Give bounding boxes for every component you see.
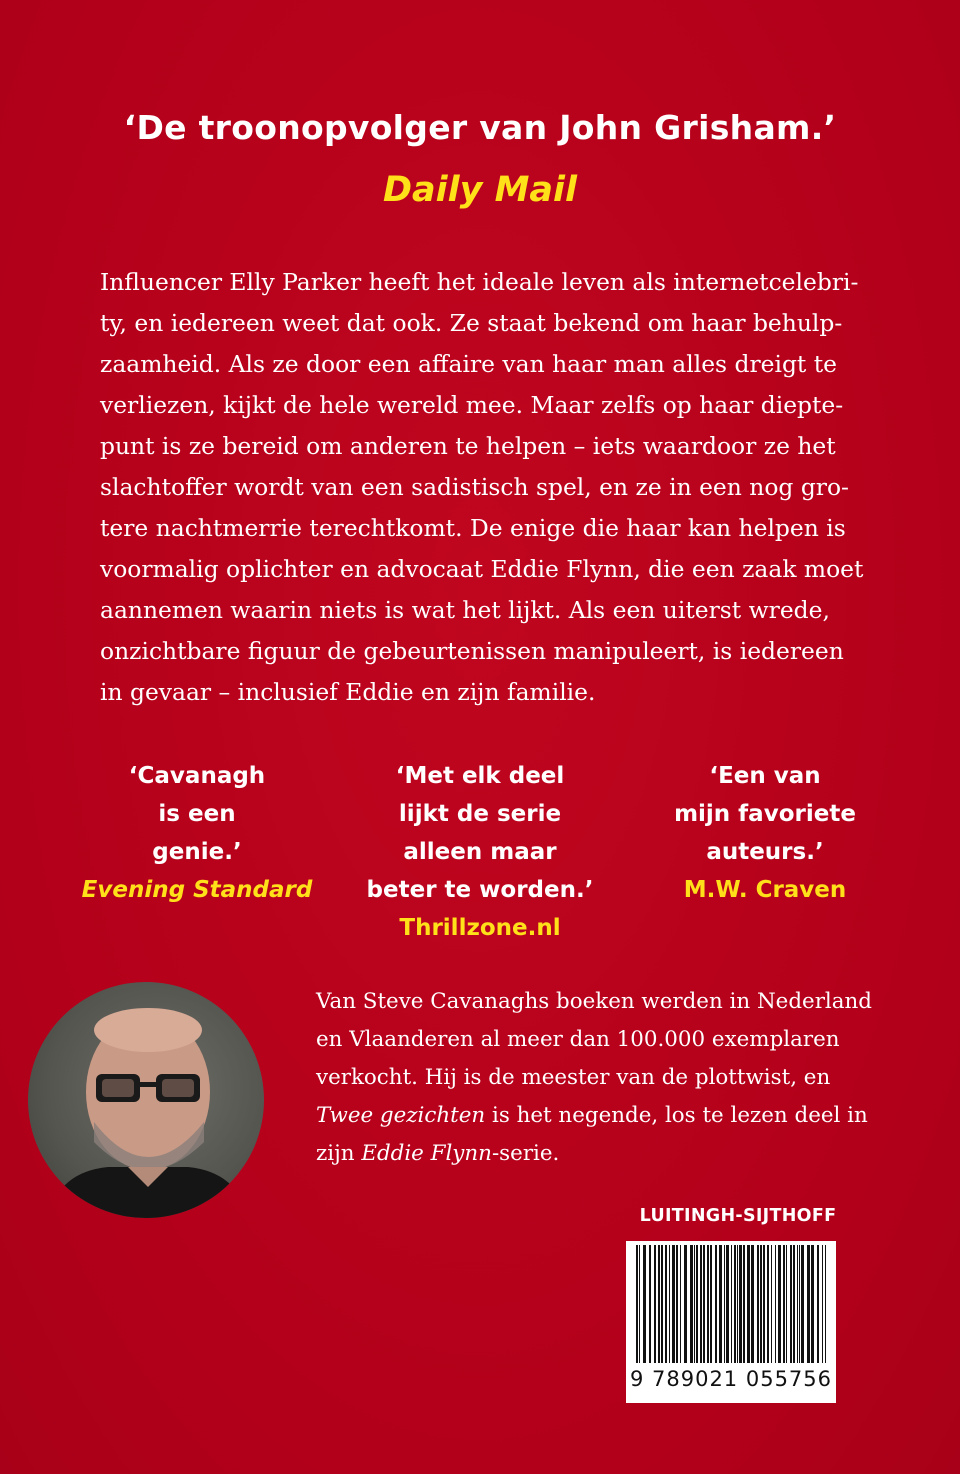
barcode-bar bbox=[636, 1245, 638, 1363]
blurb-line: tere nachtmerrie terechtkomt. De enige die haar kan helpen is bbox=[100, 514, 846, 542]
barcode-bar bbox=[680, 1245, 681, 1363]
blurb-line: onzichtbare figuur de gebeurtenissen manipuleert, is iedereen bbox=[100, 637, 844, 665]
barcode-bar bbox=[811, 1245, 814, 1363]
author-photo bbox=[28, 982, 264, 1218]
barcode-bar bbox=[661, 1245, 663, 1363]
bio-line bbox=[316, 1097, 868, 1135]
bio-line: Van Steve Cavanaghs boeken werden in Nederland bbox=[316, 989, 872, 1014]
barcode-bar bbox=[715, 1245, 717, 1363]
blurb-line: Influencer Elly Parker heeft het ideale leven als internetcelebri- bbox=[100, 268, 859, 296]
bio-line bbox=[316, 1135, 862, 1173]
blurb-line: punt is ze bereid om anderen te helpen – iets waardoor ze het bbox=[100, 432, 836, 460]
barcode-bar bbox=[790, 1245, 792, 1363]
author-bio bbox=[316, 983, 872, 1173]
review-quote-line: ‘Een van bbox=[709, 763, 821, 789]
barcode-bar bbox=[665, 1245, 667, 1363]
review-quote-line: alleen maar bbox=[403, 839, 557, 865]
review-quote-source: Thrillzone.nl bbox=[399, 915, 561, 941]
barcode-bar bbox=[654, 1245, 656, 1363]
barcode-bar bbox=[801, 1245, 804, 1363]
barcode-bar bbox=[797, 1245, 798, 1363]
barcode-bar bbox=[778, 1245, 781, 1363]
barcode-bar bbox=[822, 1245, 823, 1363]
blurb-line: ty, en iedereen weet dat ook. Ze staat bekend om haar behulp- bbox=[100, 309, 843, 337]
review-quote-3 bbox=[640, 757, 890, 909]
bio-line-text: is het negende, los te lezen deel in bbox=[485, 1103, 868, 1128]
barcode-bar bbox=[649, 1245, 651, 1363]
barcode-bar bbox=[743, 1245, 745, 1363]
blurb-line: verliezen, kijkt de hele wereld mee. Maar zelfs op haar diepte- bbox=[100, 391, 844, 419]
review-quote-line: is een bbox=[158, 801, 236, 827]
barcode-bar bbox=[775, 1245, 776, 1363]
review-quote-source: Evening Standard bbox=[81, 877, 313, 903]
headline-quote-source: Daily Mail bbox=[382, 170, 578, 210]
barcode-bar bbox=[747, 1245, 750, 1363]
barcode-bar bbox=[783, 1245, 785, 1363]
review-quote-source: M.W. Craven bbox=[683, 877, 847, 903]
barcode-bar bbox=[763, 1245, 765, 1363]
bio-line: verkocht. Hij is de meester van de plottwist, en bbox=[316, 1065, 831, 1090]
bio-line-text: zijn bbox=[316, 1141, 362, 1166]
barcode-bar bbox=[757, 1245, 759, 1363]
barcode-bar bbox=[707, 1245, 709, 1363]
review-quote-line: mijn favoriete bbox=[674, 801, 856, 827]
barcode-bar bbox=[786, 1245, 787, 1363]
barcode-bar bbox=[700, 1245, 702, 1363]
author-portrait-illustration bbox=[28, 982, 264, 1218]
barcode-bar bbox=[807, 1245, 810, 1363]
bio-line: en Vlaanderen al meer dan 100.000 exemplaren bbox=[316, 1027, 840, 1052]
series-title: Eddie Flynn bbox=[361, 1141, 492, 1166]
blurb-line: in gevaar – inclusief Eddie en zijn familie. bbox=[100, 678, 596, 706]
barcode-bar bbox=[751, 1245, 754, 1363]
barcode-bar bbox=[760, 1245, 762, 1363]
barcode-bar bbox=[726, 1245, 729, 1363]
barcode-bar bbox=[676, 1245, 678, 1363]
barcode-bar bbox=[825, 1245, 826, 1363]
review-quote-line: lijkt de serie bbox=[398, 801, 562, 827]
blurb-line: aannemen waarin niets is wat het lijkt. Als een uiterst wrede, bbox=[100, 596, 830, 624]
barcode-bar bbox=[737, 1245, 738, 1363]
blurb-line: zaamheid. Als ze door een affaire van haar man alles dreigt te bbox=[100, 350, 837, 378]
review-quote-line: beter te worden.’ bbox=[366, 877, 594, 903]
publisher-name: LUITINGH-SIJTHOFF bbox=[639, 1206, 837, 1226]
bio-line-text: -serie. bbox=[491, 1141, 560, 1166]
isbn-barcode bbox=[626, 1241, 836, 1403]
isbn-digits: 9 789021 055756 bbox=[629, 1367, 833, 1391]
review-quote-line: ‘Cavanagh bbox=[128, 763, 266, 789]
barcode-bars bbox=[626, 1241, 836, 1367]
barcode-bar bbox=[658, 1245, 660, 1363]
barcode-bar bbox=[719, 1245, 722, 1363]
book-title: Twee gezichten bbox=[316, 1103, 486, 1128]
barcode-bar bbox=[734, 1245, 736, 1363]
review-quote-line: genie.’ bbox=[152, 839, 242, 865]
barcode-bar bbox=[731, 1245, 732, 1363]
blurb-line: slachtoffer wordt van een sadistisch spel, en ze in een nog gro- bbox=[100, 473, 849, 501]
barcode-bar bbox=[690, 1245, 693, 1363]
barcode-bar bbox=[639, 1245, 640, 1363]
barcode-bar bbox=[793, 1245, 795, 1363]
barcode-bar bbox=[684, 1245, 687, 1363]
barcode-bar bbox=[739, 1245, 742, 1363]
headline-quote: ‘De troonopvolger van John Grisham.’ bbox=[123, 108, 837, 147]
barcode-bar bbox=[643, 1245, 646, 1363]
blurb-text bbox=[100, 262, 862, 713]
barcode-bar bbox=[771, 1245, 772, 1363]
barcode-bar bbox=[710, 1245, 712, 1363]
barcode-bar bbox=[767, 1245, 769, 1363]
barcode-bar bbox=[672, 1245, 675, 1363]
barcode-bar bbox=[724, 1245, 725, 1363]
barcode-bar bbox=[703, 1245, 705, 1363]
review-quote-line: auteurs.’ bbox=[706, 839, 824, 865]
barcode-bar bbox=[669, 1245, 670, 1363]
barcode-bar bbox=[696, 1245, 698, 1363]
blurb-line: voormalig oplichter en advocaat Eddie Flynn, die een zaak moet bbox=[100, 555, 864, 583]
barcode-bar bbox=[694, 1245, 695, 1363]
barcode-bar bbox=[817, 1245, 819, 1363]
review-quote-2 bbox=[350, 757, 610, 947]
review-quote-line: ‘Met elk deel bbox=[395, 763, 565, 789]
barcode-bar bbox=[799, 1245, 800, 1363]
review-quote-1 bbox=[72, 757, 322, 909]
